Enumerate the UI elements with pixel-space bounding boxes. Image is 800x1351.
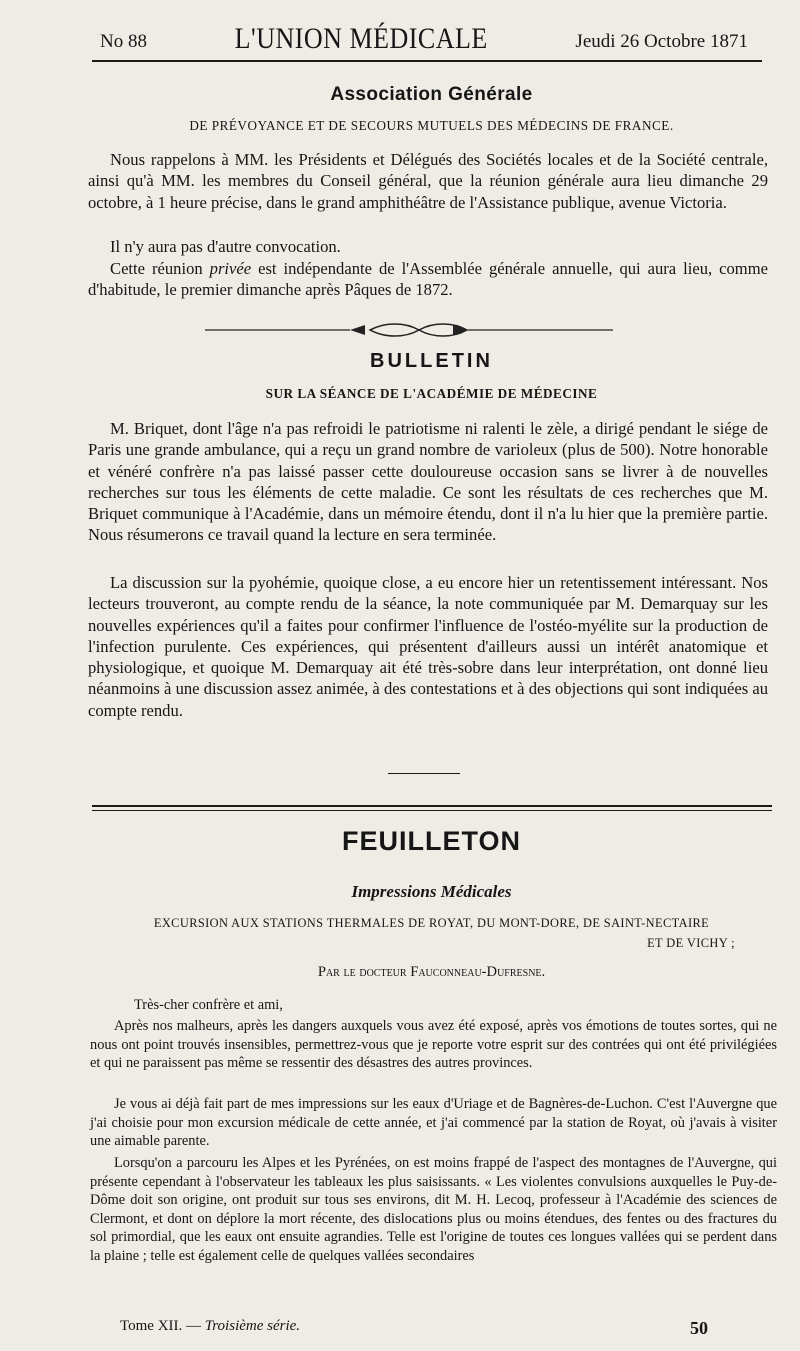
- association-paragraph-1: Nous rappelons à MM. les Présidents et Délégués des Sociétés locales et de la Société centrale, ainsi qu'à MM. les membres du Conseil général, que la réunion générale aura lieu dimanche 29 octobre, à 1 heure précise, dans le grand amphithéâtre de l'Assistance publique, avenue Victoria.: [88, 150, 768, 212]
- short-rule: [388, 773, 460, 774]
- page-number: 50: [690, 1318, 708, 1338]
- excursion-line-2: ET DE VICHY ;: [647, 936, 735, 950]
- feuilleton-rule-top: [92, 805, 772, 807]
- journal-title: L'UNION MÉDICALE: [234, 21, 488, 56]
- bulletin-paragraph-2: La discussion sur la pyohémie, quoique close, a eu encore hier un retentissement intéressant. Nos lecteurs trouveront, au compte rendu de la séance, la note communiquée par M. Demarquay sur les nouvelles expériences qu'il a faites pour confirmer l'influence de l'ostéo-myélite sur la production de l'infection purulente. Ces expériences, qui présentent d'ailleurs aussi un intérêt anatomique et physiologique, et quoique M. Demarquay ait été très-sobre dans leur interprétation, ont donné lieu néanmoins à une discussion assez animée, à des contestations et à des objections qui sont indiquées au compte rendu.: [88, 573, 768, 720]
- salutation: Très-cher confrère et ami,: [134, 997, 283, 1013]
- bulletin-title: BULLETIN: [370, 350, 493, 372]
- association-paragraph-2: Il n'y aura pas d'autre convocation.: [110, 237, 341, 256]
- excursion-line-1: EXCURSION AUX STATIONS THERMALES DE ROYAT, DU MONT-DORE, DE SAINT-NECTAIRE: [153, 916, 710, 930]
- page-header: [100, 21, 748, 56]
- feuilleton-paragraph-2: Je vous ai déjà fait part de mes impressions sur les eaux d'Uriage et de Bagnères-de-Luchon. C'est l'Auvergne que j'ai choisie pour mon excursion médicale de cette année, et j'ai commencé par la station de Royat, où j'avais à visiter une aimable parente.: [90, 1096, 777, 1150]
- bulletin-paragraph-1: M. Briquet, dont l'âge n'a pas refroidi le patriotisme ni ralenti le zèle, a dirigé pendant le siége de Paris une grande ambulance, qui a reçu un grand nombre de varioleux (plus de 500). Notre honorable et vénéré confrère n'a pas laissé passer cette douloureuse occasion sans se livrer à de nouvelles recherches sur tous les éléments de cette maladie. Ce sont les résultats de ces recherches que M. Briquet communique à l'Académie, dans un mémoire étendu, dont il n'a lu hier que la première partie. Nous résumerons ce travail quand la lecture en sera terminée.: [88, 419, 768, 545]
- series-label: Troisième série.: [204, 1318, 301, 1334]
- issue-number: No 88: [100, 31, 147, 52]
- feuilleton-rule-bottom: [92, 810, 772, 811]
- feuilleton-paragraph-1: Après nos malheurs, après les dangers auxquels vous avez été exposé, après vos émotions de toutes sortes, qui ne nous ont point trouvés insensibles, permettrez-vous que je reporte votre esprit sur des contrées qui ont été privilégiées et qui ne paraissent pas même se ressentir des désastres des autres provinces.: [90, 1018, 777, 1072]
- feuilleton-paragraph-3: Lorsqu'on a parcouru les Alpes et les Pyrénées, on est moins frappé de l'aspect des montagnes de l'Auvergne, qui présente cependant à l'observateur les tableaux les plus saisissants. « Les violentes convulsions auxquelles le Puy-de-Dôme doit son origine, ont produit sur tous ses environs, dit M. H. Lecoq, professeur à l'Académie des sciences de Clermont, et dont on déplore la mort récente, des dislocations plus ou moins étendues, des fentes ou des fractures du sol primordial, que les eaux ont ensuite agrandies. Telle est l'origine de toutes ces longues vallées qui se perdent dans la plaine ; telle est également celle de quelques vallées secondaires: [90, 1155, 777, 1264]
- tome-info: Tome XII. — Troisième série.: [120, 1318, 301, 1334]
- issue-date: Jeudi 26 Octobre 1871: [575, 31, 748, 52]
- ornamental-divider-icon: [205, 320, 613, 340]
- association-title: Association Générale: [330, 84, 533, 105]
- association-subtitle: DE PRÉVOYANCE ET DE SECOURS MUTUELS DES MÉDECINS DE FRANCE.: [189, 118, 674, 133]
- feuilleton-author: Par le docteur Fauconneau-Dufresne.: [317, 964, 546, 980]
- association-paragraph-3: Cette réunion privée est indépendante de l'Assemblée générale annuelle, qui aura lieu, comme d'habitude, le premier dimanche après Pâques de 1872.: [88, 259, 768, 300]
- feuilleton-subtitle: Impressions Médicales: [351, 882, 512, 901]
- header-rule: [92, 60, 762, 62]
- feuilleton-title: FEUILLETON: [341, 826, 521, 856]
- bulletin-subtitle: SUR LA SÉANCE DE L'ACADÉMIE DE MÉDECINE: [265, 386, 598, 401]
- italic-word: privée: [209, 259, 252, 278]
